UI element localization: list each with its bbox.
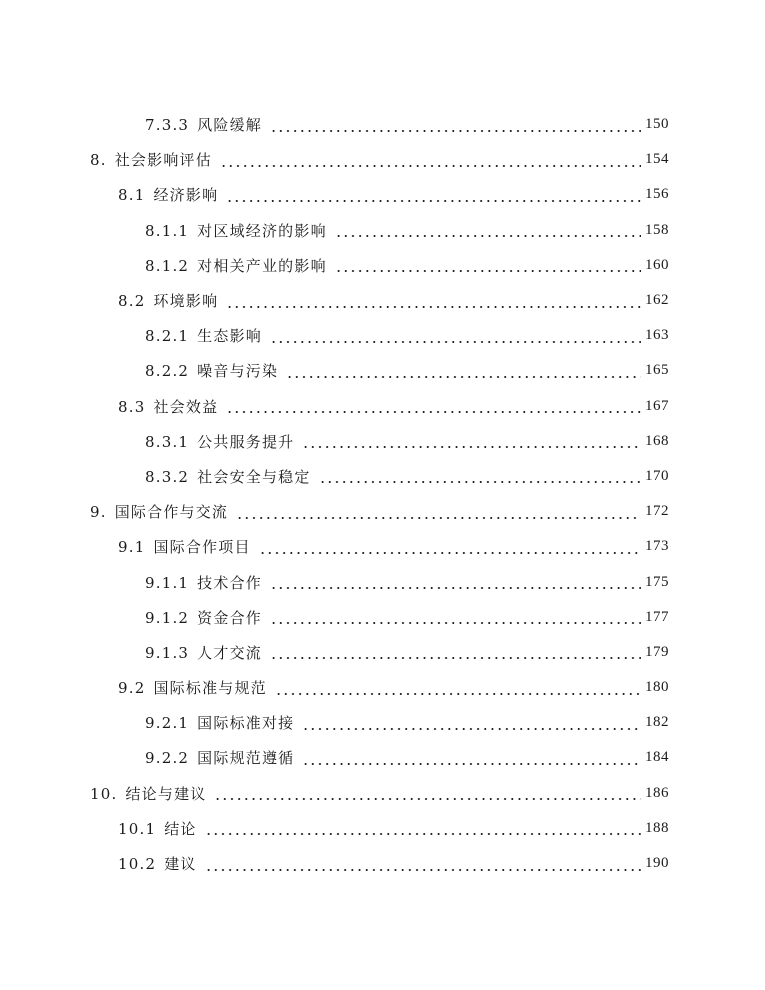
toc-dot-leader: [286, 363, 641, 379]
toc-section-title: 对相关产业的影响: [197, 256, 327, 275]
toc-entry[interactable]: [0, 705, 765, 740]
toc-entry-label: [118, 536, 255, 557]
toc-entry[interactable]: [0, 283, 765, 318]
toc-section-number: 8.2.1: [145, 327, 190, 346]
toc-entry[interactable]: [0, 529, 765, 564]
toc-section-number: 8.2.2: [145, 362, 190, 381]
toc-section-number: 8.1.1: [145, 221, 190, 240]
toc-page-number: 179: [645, 643, 669, 660]
toc-dot-leader: [259, 539, 641, 555]
toc-dot-leader: [275, 680, 641, 696]
toc-entry[interactable]: [0, 740, 765, 775]
toc-section-title: 风险缓解: [197, 116, 262, 135]
toc-page-number: 173: [645, 538, 669, 555]
toc-section-title: 生态影响: [197, 327, 262, 346]
toc-entry[interactable]: [0, 811, 765, 846]
toc-entry-label: [145, 607, 266, 628]
toc-section-number: 10.1: [118, 819, 157, 838]
toc-entry-label: [145, 642, 266, 663]
toc-entry-label: [90, 149, 216, 170]
toc-dot-leader: [205, 856, 641, 872]
toc-section-number: 9.1: [118, 538, 146, 557]
toc-page-number: 165: [645, 362, 669, 379]
toc-section-title: 公共服务提升: [197, 432, 295, 451]
toc-section-title: 国际标准对接: [197, 714, 295, 733]
toc-entry-label: [90, 501, 232, 522]
toc-dot-leader: [226, 187, 641, 203]
toc-section-number: 8.: [90, 151, 107, 170]
toc-section-title: 国际合作与交流: [114, 503, 229, 522]
toc-section-number: 8.3.1: [145, 432, 190, 451]
toc-section-title: 社会效益: [153, 397, 219, 416]
toc-section-number: 9.2: [118, 679, 146, 698]
toc-page-number: 160: [645, 256, 669, 273]
toc-page-number: 190: [645, 855, 669, 872]
toc-page-number: 162: [645, 292, 669, 309]
toc-entry-label: [90, 783, 210, 804]
toc-section-title: 结论: [164, 819, 197, 838]
toc-section-number: 9.2.2: [145, 749, 190, 768]
toc-entry[interactable]: [0, 459, 765, 494]
toc-entry-label: [145, 325, 266, 346]
toc-entry[interactable]: [0, 670, 765, 705]
toc-section-title: 社会影响评估: [114, 151, 212, 170]
toc-entry[interactable]: [0, 142, 765, 177]
toc-dot-leader: [270, 328, 641, 344]
toc-page-number: 168: [645, 432, 669, 449]
toc-dot-leader: [205, 820, 641, 836]
toc-section-title: 国际标准与规范: [153, 679, 267, 698]
toc-page-number: 163: [645, 327, 669, 344]
toc-section-title: 国际合作项目: [153, 538, 251, 557]
toc-dot-leader: [270, 609, 641, 625]
toc-dot-leader: [335, 222, 641, 238]
toc-dot-leader: [335, 257, 641, 273]
toc-page-number: 186: [645, 784, 669, 801]
toc-page-number: 170: [645, 467, 669, 484]
toc-section-number: 7.3.3: [145, 116, 190, 135]
toc-entry-label: [145, 360, 282, 381]
toc-entry-label: [118, 396, 222, 417]
toc-entry[interactable]: [0, 494, 765, 529]
toc-entry-label: [118, 290, 222, 311]
toc-dot-leader: [270, 644, 641, 660]
toc-entry[interactable]: [0, 389, 765, 424]
toc-section-number: 8.3.2: [145, 467, 190, 486]
toc-section-number: 9.1.3: [145, 643, 190, 662]
toc-entry[interactable]: [0, 107, 765, 142]
toc-section-number: 8.2: [118, 292, 146, 311]
toc-page-number: 172: [645, 503, 669, 520]
toc-section-number: 9.2.1: [145, 714, 190, 733]
toc-entry-label: [118, 853, 201, 874]
toc-section-title: 建议: [164, 855, 197, 874]
toc-entry-label: [118, 184, 222, 205]
toc-section-title: 经济影响: [153, 186, 219, 205]
toc-page-number: 180: [645, 679, 669, 696]
toc-page-number: 188: [645, 819, 669, 836]
toc-entry[interactable]: [0, 424, 765, 459]
toc-page-number: 177: [645, 608, 669, 625]
toc-section-number: 9.1.2: [145, 608, 190, 627]
toc-section-number: 10.: [90, 784, 118, 803]
toc-page-number: 182: [645, 714, 669, 731]
table-of-contents: [0, 107, 765, 881]
toc-dot-leader: [302, 433, 641, 449]
toc-section-title: 结论与建议: [125, 784, 207, 803]
toc-dot-leader: [302, 750, 641, 766]
toc-dot-leader: [220, 152, 641, 168]
toc-entry[interactable]: [0, 177, 765, 212]
toc-section-title: 环境影响: [153, 292, 219, 311]
toc-section-number: 8.3: [118, 397, 146, 416]
toc-entry-label: [145, 431, 298, 452]
toc-entry-label: [118, 677, 271, 698]
toc-entry[interactable]: [0, 318, 765, 353]
toc-entry-label: [145, 255, 331, 276]
toc-entry[interactable]: [0, 213, 765, 248]
toc-entry-label: [145, 712, 298, 733]
toc-entry[interactable]: [0, 353, 765, 388]
toc-dot-leader: [226, 293, 641, 309]
toc-entry-label: [145, 572, 266, 593]
toc-dot-leader: [319, 468, 641, 484]
toc-section-number: 8.1.2: [145, 256, 190, 275]
toc-page-number: 158: [645, 221, 669, 238]
toc-dot-leader: [302, 715, 641, 731]
toc-page-number: 184: [645, 749, 669, 766]
toc-dot-leader: [270, 117, 641, 133]
toc-entry-label: [145, 114, 266, 135]
toc-dot-leader: [270, 574, 641, 590]
toc-section-title: 噪音与污染: [197, 362, 279, 381]
toc-section-number: 10.2: [118, 855, 157, 874]
toc-entry-label: [118, 818, 201, 839]
toc-entry[interactable]: [0, 776, 765, 811]
toc-page-number: 150: [645, 116, 669, 133]
toc-section-title: 人才交流: [197, 643, 262, 662]
toc-section-number: 8.1: [118, 186, 146, 205]
toc-dot-leader: [214, 785, 641, 801]
toc-section-title: 资金合作: [197, 608, 262, 627]
toc-section-title: 国际规范遵循: [197, 749, 295, 768]
toc-entry[interactable]: [0, 846, 765, 881]
toc-section-title: 技术合作: [197, 573, 262, 592]
toc-page-number: 154: [645, 151, 669, 168]
toc-page-number: 167: [645, 397, 669, 414]
toc-entry-label: [145, 220, 331, 241]
toc-section-title: 社会安全与稳定: [197, 467, 311, 486]
toc-entry[interactable]: [0, 600, 765, 635]
toc-page-number: 156: [645, 186, 669, 203]
toc-entry[interactable]: [0, 635, 765, 670]
toc-section-number: 9.: [90, 503, 107, 522]
toc-page-number: 175: [645, 573, 669, 590]
toc-section-number: 9.1.1: [145, 573, 190, 592]
toc-entry[interactable]: [0, 564, 765, 599]
toc-entry[interactable]: [0, 248, 765, 283]
toc-dot-leader: [226, 398, 641, 414]
toc-entry-label: [145, 747, 298, 768]
toc-dot-leader: [236, 504, 641, 520]
toc-entry-label: [145, 466, 315, 487]
toc-section-title: 对区域经济的影响: [197, 221, 327, 240]
